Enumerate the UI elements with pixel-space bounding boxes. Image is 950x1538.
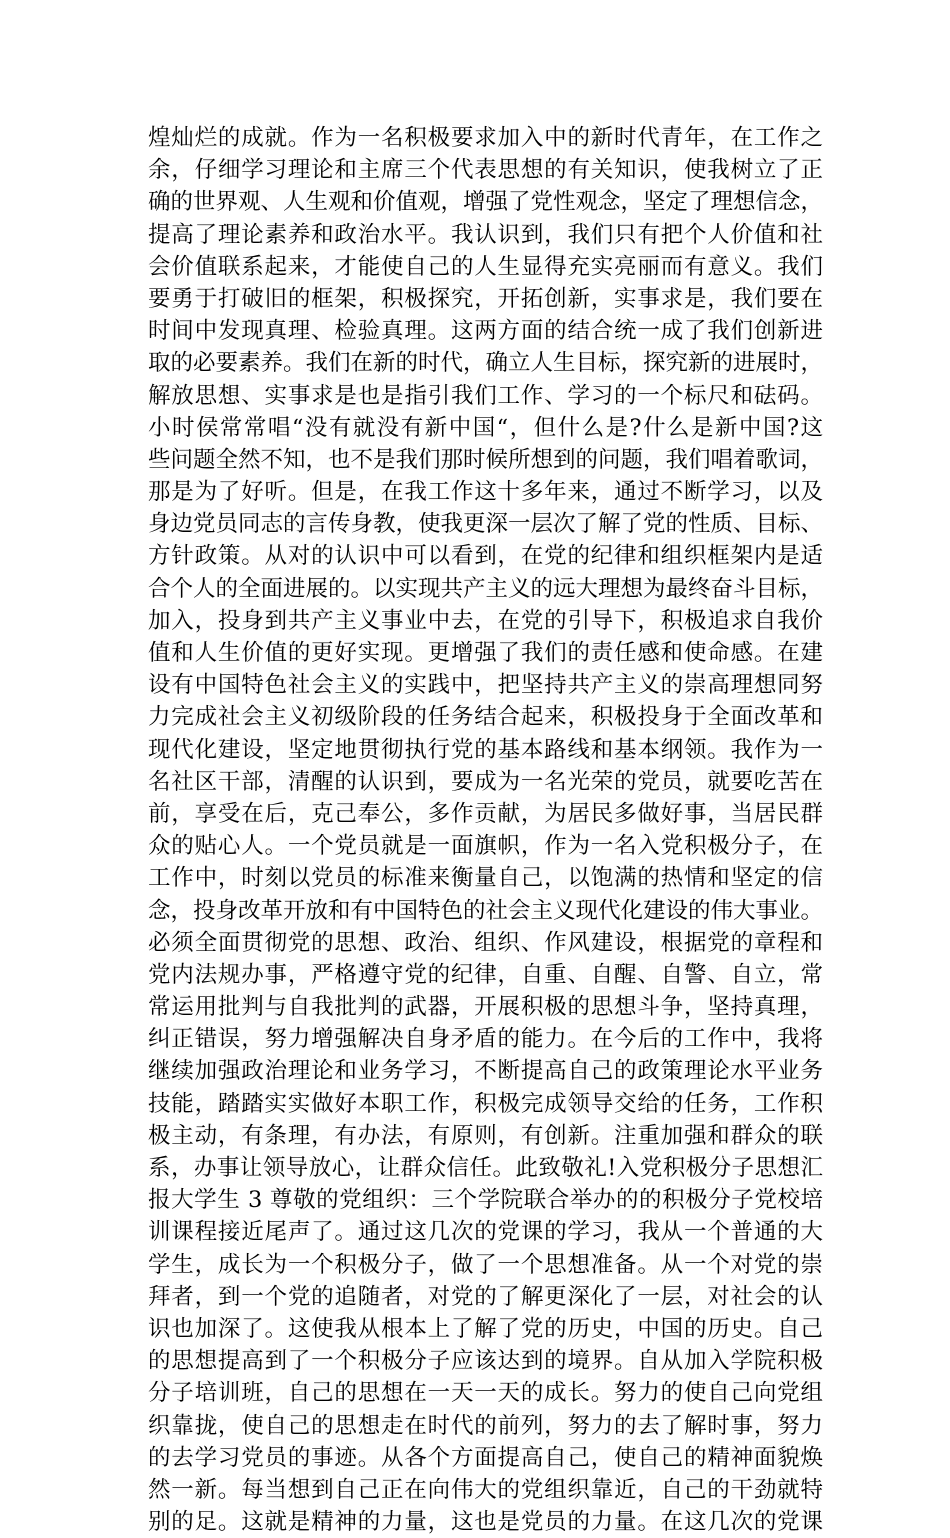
text-line: 设有中国特色社会主义的实践中，把坚持共产主义的崇高理想同努: [148, 672, 823, 699]
text-line: 取的必要素养。我们在新的时代，确立人生目标，探究新的进展时，: [148, 350, 824, 377]
text-line: 工作中，时刻以党员的标准来衡量自己，以饱满的热情和坚定的信: [148, 865, 823, 892]
text-line: 小时侯常常唱“没有就没有新中国“，但什么是?什么是新中国?这: [148, 414, 823, 441]
text-line: 时间中发现真理、检验真理。这两方面的结合统一成了我们创新进: [148, 318, 823, 345]
text-line: 名社区干部，清醒的认识到，要成为一名光荣的党员，就要吃苦在: [148, 768, 823, 795]
text-line: 方针政策。从对的认识中可以看到，在党的纪律和组织框架内是适: [148, 543, 823, 570]
text-line: 织靠拢，使自己的思想走在时代的前列，努力的去了解时事，努力: [148, 1412, 823, 1439]
text-line: 会价值联系起来，才能使自己的人生显得充实亮丽而有意义。我们: [148, 253, 823, 280]
text-line: 现代化建设，坚定地贯彻执行党的基本路线和基本纲领。我作为一: [148, 736, 823, 763]
text-line: 念，投身改革开放和有中国特色的社会主义现代化建设的伟大事业。: [148, 897, 824, 924]
text-line: 的思想提高到了一个积极分子应该达到的境界。自从加入学院积极: [148, 1348, 823, 1375]
text-line: 那是为了好听。但是，在我工作这十多年来，通过不断学习，以及: [148, 479, 823, 506]
text-line: 加入，投身到共产主义事业中去，在党的引导下，积极追求自我价: [148, 607, 823, 634]
text-line: 训课程接近尾声了。通过这几次的党课的学习，我从一个普通的大: [148, 1219, 823, 1246]
text-line: 继续加强政治理论和业务学习，不断提高自己的政策理论水平业务: [148, 1058, 823, 1085]
text-line: 别的足。这就是精神的力量，这也是党员的力量。在这几次的党课: [148, 1509, 823, 1536]
text-line: 识也加深了。这使我从根本上了解了党的历史，中国的历史。自己: [148, 1315, 823, 1342]
text-line: 纠正错误，努力增强解决自身矛盾的能力。在今后的工作中，我将: [148, 1026, 823, 1053]
text-line: 然一新。每当想到自己正在向伟大的党组织靠近，自己的干劲就特: [148, 1476, 823, 1503]
text-line: 些问题全然不知，也不是我们那时候所想到的问题，我们唱着歌词，: [148, 446, 824, 473]
text-line: 必须全面贯彻党的思想、政治、组织、作风建设，根据党的章程和: [148, 929, 823, 956]
text-line: 解放思想、实事求是也是指引我们工作、学习的一个标尺和砝码。: [148, 382, 823, 409]
text-line: 余，仔细学习理论和主席三个代表思想的有关知识，使我树立了正: [148, 157, 823, 184]
text-line: 报大学生 3 尊敬的党组织：三个学院联合举办的的积极分子党校培: [148, 1187, 823, 1214]
text-line: 要勇于打破旧的框架，积极探究，开拓创新，实事求是，我们要在: [148, 285, 823, 312]
text-line: 值和人生价值的更好实现。更增强了我们的责任感和使命感。在建: [148, 640, 823, 666]
text-line: 众的贴心人。一个党员就是一面旗帜，作为一名入党积极分子，在: [148, 833, 823, 860]
text-line: 煌灿烂的成就。作为一名积极要求加入中的新时代青年，在工作之: [148, 125, 823, 151]
text-line: 确的世界观、人生观和价值观，增强了党性观念，坚定了理想信念，: [148, 189, 824, 216]
body-text: [148, 122, 823, 1538]
text-line: 党内法规办事，严格遵守党的纪律，自重、自醒、自警、自立，常: [148, 961, 823, 988]
text-line: 技能，踏踏实实做好本职工作，积极完成领导交给的任务，工作积: [148, 1090, 823, 1117]
text-line: 极主动，有条理，有办法，有原则，有创新。注重加强和群众的联: [148, 1122, 823, 1149]
text-line: 的去学习党员的事迹。从各个方面提高自己，使自己的精神面貌焕: [148, 1444, 823, 1471]
text-line: 系，办事让领导放心，让群众信任。此致敬礼!入党积极分子思想汇: [148, 1155, 823, 1181]
text-line: 学生，成长为一个积极分子，做了一个思想准备。从一个对党的崇: [148, 1251, 823, 1278]
text-line: 拜者，到一个党的追随者，对党的了解更深化了一层，对社会的认: [148, 1283, 823, 1310]
text-line: 身边党员同志的言传身教，使我更深一层次了解了党的性质、目标、: [148, 511, 824, 538]
text-line: 前，享受在后，克己奉公，多作贡献，为居民多做好事，当居民群: [148, 800, 823, 827]
text-line: 力完成社会主义初级阶段的任务结合起来，积极投身于全面改革和: [148, 704, 823, 731]
text-line: 常运用批判与自我批判的武器，开展积极的思想斗争，坚持真理，: [148, 994, 823, 1021]
text-line: 提高了理论素养和政治水平。我认识到，我们只有把个人价值和社: [148, 221, 823, 248]
text-line: 分子培训班，自己的思想在一天一天的成长。努力的使自己向党组: [148, 1380, 823, 1407]
text-line: 合个人的全面进展的。以实现共产主义的远大理想为最终奋斗目标，: [148, 575, 824, 602]
